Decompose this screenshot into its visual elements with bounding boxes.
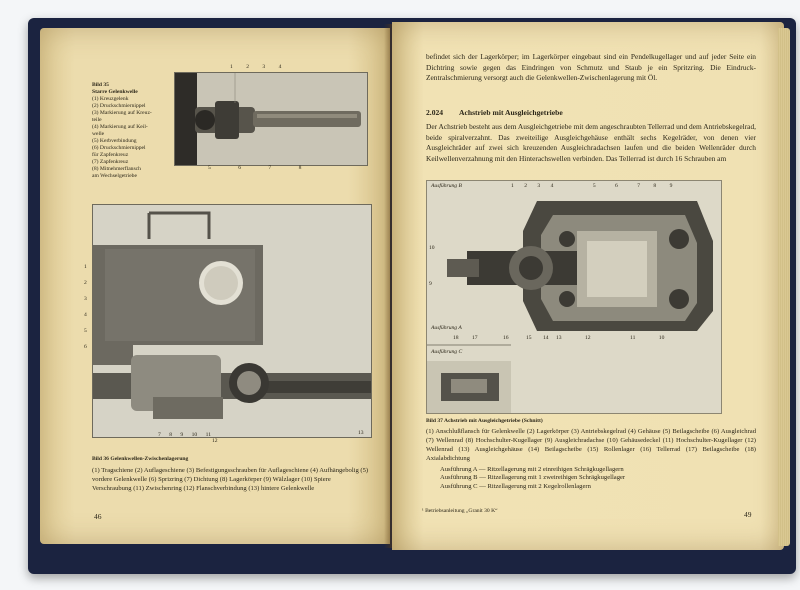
- fig35-legend-item: teile: [92, 116, 102, 123]
- fig37-callout: 11: [630, 335, 636, 341]
- fig37-callout: 14: [543, 335, 549, 341]
- fig37-callout: 12: [585, 335, 591, 341]
- fig37-variant: Ausführung A — Ritzellagerung mit 2 einreihigen Schrägkugellagern: [440, 465, 624, 473]
- fig35-legend-item: (3) Markierung auf Kreuz-: [92, 109, 152, 116]
- fig37-callout: 9: [429, 281, 432, 287]
- fig35-callout: 3: [262, 64, 266, 70]
- fig35-legend-item: (6) Druckschmiernippel: [92, 144, 146, 151]
- fig37-callout: 9: [669, 183, 673, 189]
- fig37-callout: 10: [429, 245, 435, 251]
- fig35-callout: 8: [298, 165, 302, 171]
- fig37-callout: 5: [592, 183, 596, 189]
- fig36-callout-13: 13: [358, 430, 364, 436]
- fig37-callout: 3: [537, 183, 541, 189]
- fig36-caption-title: Bild 36 Gelenkwellen-Zwischenlagerung: [92, 456, 189, 462]
- fig35-legend-item: für Zapfenkreuz: [92, 151, 129, 158]
- fig37-callout: 17: [472, 335, 478, 341]
- fig35-callouts-bottom: [208, 165, 338, 172]
- fig37-variant: Ausführung C — Ritzellagerung mit 2 Kegelrollenlagern: [440, 483, 591, 491]
- fig35-legend-item: (8) Mitnehmerflansch: [92, 165, 141, 172]
- fig37-callout: 2: [524, 183, 527, 189]
- fig37-caption: [426, 418, 756, 492]
- section-paragraph: Der Achstrieb besteht aus dem Ausgleichgetriebe mit dem angeschraubten Tellerrad und dem Antriebskegelrad, beide spiralverzahnt. Das zweiteilige Ausgleichgehäuse enthält sechs Kegelräder, von denen vier Ausgleichräder auf zwei sich kreuzenden Ausgleichradachsen laufen und die beiden Wellenräder durch Keilwellenverzahnung mit den Hinterachswellen verbinden. Das Tellerrad ist durch 16 Schrauben am: [426, 122, 756, 163]
- fig36-callout-12: 12: [212, 438, 218, 444]
- fig37-caption-text: (1) Anschlußflansch für Gelenkwelle (2) Lagerkörper (3) Antriebskegelrad (4) Gehäuse (5) Beilagscheibe (6) Ausgleichrad (7) Wellenrad (8) Hochschulter-Kugellager (9) Ausgleichradachse (10) Gehäusedeckel (11) Hochschulter-Kugellager (12) Wellenrad (13) Ausgleichgehäuse (14) Beilagscheibe (15) Rollenlager (16) Tellerrad (17) Beilagscheibe (18) Axialabdichtung: [426, 427, 756, 462]
- section-heading: [426, 108, 563, 117]
- fig35-legend-item: (5) Kerbverbindung: [92, 137, 137, 144]
- fig37-label-b: Ausführung B: [431, 183, 462, 189]
- fig37-callout: 16: [503, 335, 509, 341]
- footnote: ¹ Betriebsanleitung „Granit 30 K“: [422, 508, 498, 514]
- fig35-legend-item: welle: [92, 130, 105, 137]
- fig37-label-c: Ausführung C: [431, 349, 463, 355]
- fig35-callout: 1: [230, 64, 233, 70]
- right-page: [392, 22, 784, 550]
- fig37-callout: 10: [658, 335, 665, 341]
- fig37-variant: Ausführung B — Ritzellagerung mit 1 zweireihigen Schrägkugellager: [440, 474, 626, 482]
- fig36-callout: 3: [84, 295, 87, 302]
- fig37-callout: 8: [653, 183, 657, 189]
- fig35-callout: 5: [208, 165, 211, 171]
- page-number-left: 46: [94, 512, 102, 521]
- fig35-legend-item: am Wechselgetriebe: [92, 172, 137, 179]
- fig36-caption: [92, 456, 370, 494]
- fig37-variants: [426, 466, 756, 493]
- fig35-legend-item: (7) Zapfenkreuz: [92, 158, 129, 165]
- fig35-legend-item: (2) Druckschmiernippel: [92, 102, 146, 109]
- fig37-callout: 7: [637, 183, 641, 189]
- fig37-drawing: [426, 180, 722, 414]
- fig37-callout: 4: [550, 183, 554, 189]
- fig35-callout: 4: [278, 64, 282, 70]
- intro-paragraph: befindet sich der Lagerkörper; im Lagerkörper eingebaut sind ein Pendelkugellager und auf jeder Seite ein Dichtring sowie gegen das Eindringen von Schmutz und Staub je ein Spritzring. Die Eindruck-Zentralschmierung versorgt auch die Gelenkwellen-Zwischenlagerung mit Öl.: [426, 52, 756, 83]
- fig36-callout: 10: [191, 432, 198, 438]
- fig36-caption-text: (1) Tragschiene (2) Auflageschiene (3) Befestigungsschrauben für Auflageschiene (4) Aufhängebolig (5) vordere Gelenkwelle (6) Sprizring (7) Dichtung (8) Lagerkörper (9) Wälzlager (10) Spiere Verschraubung (11) Zwischenring (12) Flanschverbindung (13) hintere Gelenkwelle: [92, 466, 369, 492]
- fig37-callout: 18: [453, 335, 459, 341]
- fig35-callout: 6: [238, 165, 241, 171]
- fig35-title: Bild 35: [92, 82, 109, 88]
- fig35-legend-item: (4) Markierung auf Keil-: [92, 123, 148, 130]
- fig35-legend: [92, 82, 170, 180]
- fig36-callout: 5: [84, 327, 87, 334]
- fig36-callout: 7: [158, 432, 161, 438]
- fig36-callout: 6: [84, 343, 87, 350]
- page-number-right: 49: [744, 510, 752, 519]
- fig37-callout: 13: [556, 335, 562, 341]
- fig36-callouts-left: [84, 264, 94, 351]
- fig35-legend-list: [92, 96, 170, 180]
- section-number: 2.024: [426, 108, 444, 117]
- fig37-caption-title: Bild 37 Achstrieb mit Ausgleichgetriebe (Schnitt): [426, 418, 543, 424]
- fig36-callout: 8: [169, 432, 172, 438]
- fig35-legend-item: (1) Kreuzgelenk: [92, 95, 129, 102]
- fig37-callout: 1: [511, 183, 514, 189]
- fig37-callouts-bottom: [453, 335, 715, 342]
- page-edges: [778, 28, 790, 546]
- fig36-photo: [92, 204, 372, 438]
- fig37-callout: 15: [526, 335, 532, 341]
- fig36-callout: 1: [84, 264, 87, 270]
- fig35-subtitle: Starre Gelenkwelle: [92, 88, 138, 95]
- fig36-callout: 9: [180, 432, 184, 438]
- fig36-callout: 4: [84, 311, 87, 318]
- fig37-callouts-top: [511, 183, 711, 190]
- fig35-callouts-top: [230, 64, 310, 71]
- fig35-photo: [174, 72, 368, 166]
- section-title: Achstrieb mit Ausgleichgetriebe: [459, 108, 563, 117]
- fig35-callout: 7: [268, 165, 272, 171]
- fig36-callout: 2: [84, 279, 87, 286]
- fig36-callout: 11: [205, 432, 211, 438]
- fig35-callout: 2: [246, 64, 249, 70]
- left-page: [40, 28, 390, 544]
- fig37-label-a: Ausführung A: [431, 325, 462, 331]
- fig37-callout: 6: [615, 183, 618, 189]
